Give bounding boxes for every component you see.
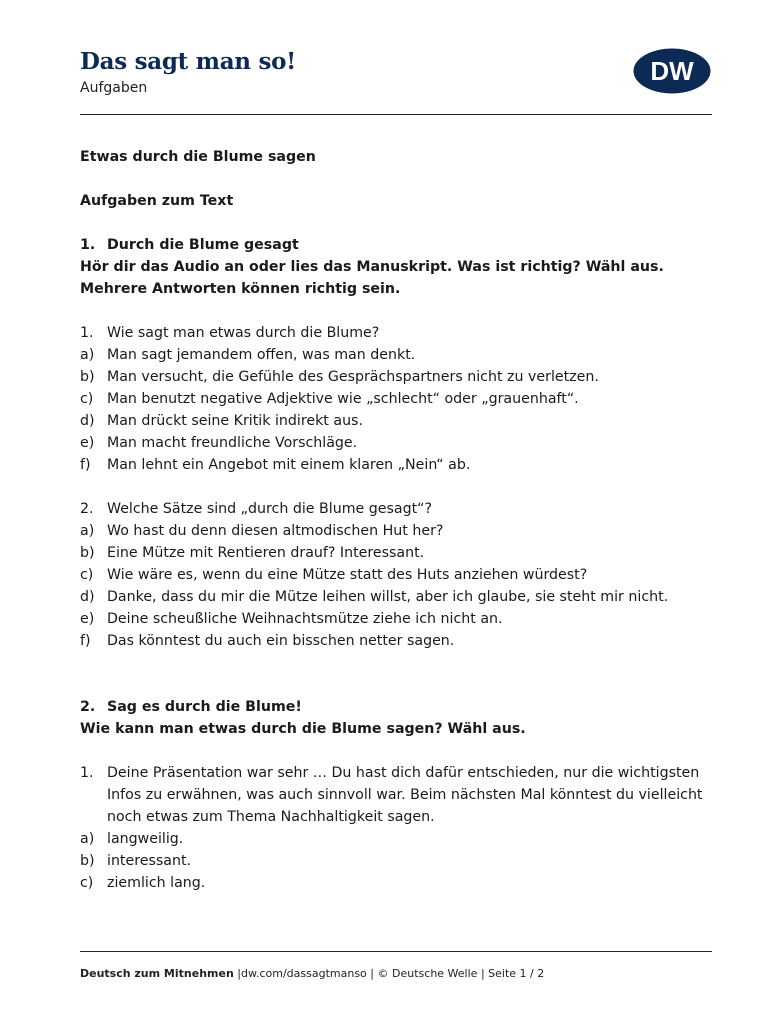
task-instruction: Hör dir das Audio an oder lies das Manuskript. Was ist richtig? Wähl aus. Mehrere Antworten können richtig sein.: [80, 259, 664, 297]
option-marker: c): [80, 875, 94, 891]
option-text: Deine scheußliche Weihnachtsmütze ziehe ich nicht an.: [107, 611, 503, 627]
question-text: Welche Sätze sind „durch die Blume gesagt“?: [107, 501, 433, 517]
section-heading: Aufgaben zum Text: [80, 193, 234, 209]
option-marker: b): [80, 369, 95, 385]
option-text: Man lehnt ein Angebot mit einem klaren „Nein“ ab.: [107, 457, 471, 473]
answer-option[interactable]: [80, 542, 716, 564]
answer-option[interactable]: [80, 410, 716, 432]
option-text: Man drückt seine Kritik indirekt aus.: [107, 413, 363, 429]
answer-option[interactable]: [80, 344, 716, 366]
option-marker: a): [80, 831, 95, 847]
option-text: Man versucht, die Gefühle des Gesprächspartners nicht zu verletzen.: [107, 369, 599, 385]
footer-url-link[interactable]: dw.com/dassagtmanso: [241, 967, 367, 980]
question-number: 1.: [80, 325, 94, 341]
task-title: Durch die Blume gesagt: [107, 237, 299, 253]
task-number: 2.: [80, 699, 96, 715]
answer-option[interactable]: [80, 850, 716, 872]
option-text: interessant.: [107, 853, 192, 869]
answer-option[interactable]: [80, 366, 716, 388]
main-content: [80, 146, 716, 894]
task-number: 1.: [80, 237, 96, 253]
question-number: 2.: [80, 501, 94, 517]
option-marker: e): [80, 435, 95, 451]
option-text: Eine Mütze mit Rentieren drauf? Interessant.: [107, 545, 425, 561]
option-text: Man sagt jemandem offen, was man denkt.: [107, 347, 416, 363]
option-marker: d): [80, 413, 95, 429]
footer-separator: |: [237, 967, 242, 980]
footer-separator: |: [370, 967, 375, 980]
option-text: Wo hast du denn diesen altmodischen Hut her?: [107, 523, 444, 539]
option-text: Man benutzt negative Adjektive wie „schlecht“ oder „grauenhaft“.: [107, 391, 579, 407]
option-text: Danke, dass du mir die Mütze leihen willst, aber ich glaube, sie steht mir nicht.: [107, 589, 669, 605]
answer-option[interactable]: [80, 828, 716, 850]
question: [80, 498, 716, 520]
answer-option[interactable]: [80, 388, 716, 410]
option-marker: c): [80, 391, 94, 407]
question-text: Wie sagt man etwas durch die Blume?: [107, 325, 380, 341]
option-text: Das könntest du auch ein bisschen netter sagen.: [107, 633, 455, 649]
option-text: langweilig.: [107, 831, 184, 847]
task-instruction: Wie kann man etwas durch die Blume sagen? Wähl aus.: [80, 721, 526, 737]
option-marker: f): [80, 457, 91, 473]
footer-copyright: © Deutsche Welle: [377, 967, 478, 980]
header-divider: [80, 114, 712, 115]
answer-option[interactable]: [80, 454, 716, 476]
option-marker: a): [80, 347, 95, 363]
task-title: Sag es durch die Blume!: [107, 699, 302, 715]
option-text: Wie wäre es, wenn du eine Mütze statt des Huts anziehen würdest?: [107, 567, 588, 583]
option-marker: d): [80, 589, 95, 605]
answer-option[interactable]: [80, 608, 716, 630]
footer-page-number: Seite 1 / 2: [488, 967, 545, 980]
page-title: Das sagt man so!: [80, 48, 296, 75]
dw-logo-icon: [632, 47, 712, 95]
option-marker: b): [80, 545, 95, 561]
page-footer: [80, 967, 544, 980]
topic-heading: Etwas durch die Blume sagen: [80, 149, 316, 165]
answer-option[interactable]: [80, 432, 716, 454]
logo-text: DW: [650, 56, 694, 86]
question: [80, 322, 716, 344]
answer-option[interactable]: [80, 872, 716, 894]
question-text: Deine Präsentation war sehr … Du hast dich dafür entschieden, nur die wichtigsten Infos zu erwähnen, was auch sinnvoll war. Beim nächsten Mal könntest du vielleicht noch etwas zum Thema Nachhaltigkeit sagen.: [107, 765, 703, 825]
option-text: Man macht freundliche Vorschläge.: [107, 435, 358, 451]
question: [80, 762, 716, 828]
answer-option[interactable]: [80, 564, 716, 586]
option-marker: a): [80, 523, 95, 539]
question-number: 1.: [80, 765, 94, 781]
footer-brand: Deutsch zum Mitnehmen: [80, 967, 234, 980]
answer-option[interactable]: [80, 586, 716, 608]
option-marker: c): [80, 567, 94, 583]
option-marker: e): [80, 611, 95, 627]
task-heading: [80, 234, 716, 256]
option-text: ziemlich lang.: [107, 875, 206, 891]
option-marker: f): [80, 633, 91, 649]
option-marker: b): [80, 853, 95, 869]
task-heading: [80, 696, 716, 718]
page-subtitle: Aufgaben: [80, 80, 148, 96]
footer-divider: [80, 951, 712, 952]
answer-option[interactable]: [80, 520, 716, 542]
answer-option[interactable]: [80, 630, 716, 652]
footer-separator: |: [480, 967, 485, 980]
